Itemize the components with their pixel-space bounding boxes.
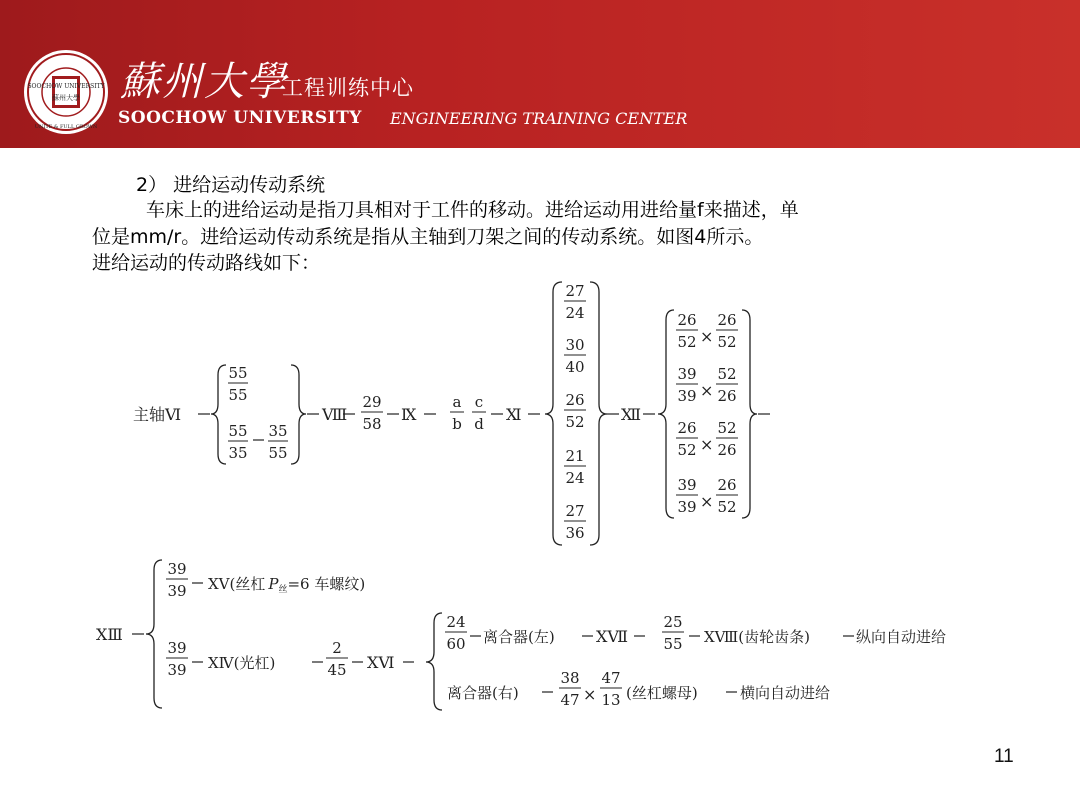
f2-b1-num: 39 bbox=[167, 560, 187, 578]
paragraph-line-2: 位是mm/r。进给运动传动系统是指从主轴到刀架之间的传动系统。如图4所示。 bbox=[92, 226, 764, 248]
f2-b2-ratio2-num: 2 bbox=[332, 639, 342, 657]
f2-rack-pinion: XⅧ(齿轮齿条) bbox=[704, 628, 811, 646]
change-gear-a: a bbox=[452, 393, 462, 411]
f2-s1-num: 24 bbox=[446, 613, 466, 631]
mult-r2-a-den: 39 bbox=[677, 387, 697, 405]
box-ratio-21-24-num: 21 bbox=[565, 447, 585, 465]
f2-b2-num: 39 bbox=[167, 639, 187, 657]
ratio-55-55-num: 55 bbox=[228, 364, 248, 382]
mult-r1-a-den: 52 bbox=[677, 333, 697, 351]
box-ratio-26-52-den: 52 bbox=[565, 413, 585, 431]
svg-text:×: × bbox=[583, 685, 597, 704]
mult-r3-a-den: 52 bbox=[677, 441, 697, 459]
mult-r3-b-num: 52 bbox=[717, 419, 737, 437]
ratio-55-35-num: 55 bbox=[228, 422, 248, 440]
ratio-29-58-den: 58 bbox=[362, 415, 382, 433]
f2-clutch-left: 离合器(左) bbox=[483, 628, 555, 646]
mult-r2-b-num: 52 bbox=[717, 365, 737, 383]
mult-r3-b-den: 26 bbox=[717, 441, 737, 459]
f2-s1-ratio2-den: 55 bbox=[663, 635, 683, 653]
shaft-xiii-label: XⅢ bbox=[96, 625, 123, 644]
university-name-cn: 蘇州大學 bbox=[120, 59, 288, 105]
f2-cross-feed: 横向自动进给 bbox=[740, 684, 831, 702]
mult-r4-a-den: 39 bbox=[677, 498, 697, 516]
change-gear-b: b bbox=[452, 415, 462, 433]
center-name-cn: 工程训练中心 bbox=[282, 76, 414, 100]
f2-branch2-text: XⅣ(光杠) bbox=[208, 654, 276, 672]
section-heading: 2） 进给运动传动系统 bbox=[136, 174, 326, 196]
shaft-xi-label: Ⅺ bbox=[506, 405, 522, 424]
university-name-en: SOOCHOW UNIVERSITY bbox=[118, 108, 362, 128]
f2-s1-ratio2-num: 25 bbox=[663, 613, 683, 631]
box-ratio-30-40-den: 40 bbox=[565, 358, 585, 376]
spindle-vi-label: 主轴Ⅵ bbox=[133, 405, 182, 424]
svg-text:×: × bbox=[700, 492, 714, 511]
ratio-35-55-num: 35 bbox=[268, 422, 288, 440]
f2-clutch-right: 离合器(右) bbox=[447, 684, 519, 702]
mult-r2-a-num: 39 bbox=[677, 365, 697, 383]
mult-r4-b-den: 52 bbox=[717, 498, 737, 516]
f2-b2-den: 39 bbox=[167, 661, 187, 679]
box-ratio-27-24-num: 27 bbox=[565, 282, 585, 300]
seal-ring-text: UNITE & FULL GROWN bbox=[34, 124, 98, 130]
shaft-ix-label: Ⅸ bbox=[401, 405, 417, 424]
mult-r2-b-den: 26 bbox=[717, 387, 737, 405]
ratio-55-35-den: 35 bbox=[228, 444, 248, 462]
f2-s2-r2-num: 47 bbox=[601, 669, 621, 687]
svg-text:×: × bbox=[700, 381, 714, 400]
ratio-55-55-den: 55 bbox=[228, 386, 248, 404]
ratio-29-58-num: 29 bbox=[362, 393, 382, 411]
mult-r1-a-num: 26 bbox=[677, 311, 697, 329]
mult-r1-b-num: 26 bbox=[717, 311, 737, 329]
f2-s2-r1-den: 47 bbox=[560, 691, 580, 709]
change-gear-d: d bbox=[474, 415, 484, 433]
box-ratio-26-52-num: 26 bbox=[565, 391, 585, 409]
box-ratio-21-24-den: 24 bbox=[565, 469, 585, 487]
center-name-en: ENGINEERING TRAINING CENTER bbox=[390, 109, 688, 128]
paragraph-line-3: 进给运动的传动路线如下： bbox=[92, 252, 321, 274]
svg-text:×: × bbox=[700, 327, 714, 346]
svg-text:×: × bbox=[700, 435, 714, 454]
f2-s1-den: 60 bbox=[446, 635, 466, 653]
f2-s2-r1-num: 38 bbox=[560, 669, 580, 687]
box-ratio-30-40-num: 30 bbox=[565, 336, 585, 354]
box-ratio-27-24-den: 24 bbox=[565, 304, 585, 322]
mult-r1-b-den: 52 bbox=[717, 333, 737, 351]
box-ratio-27-36-num: 27 bbox=[565, 502, 585, 520]
box-ratio-27-36-den: 36 bbox=[565, 524, 585, 542]
shaft-xii-label: Ⅻ bbox=[621, 405, 642, 424]
f2-longitudinal-feed: 纵向自动进给 bbox=[856, 628, 947, 646]
f2-branch1-text: XⅤ(丝杠 $P_丝=6$ 车螺纹) bbox=[208, 575, 366, 595]
f2-b2-ratio2-den: 45 bbox=[327, 661, 347, 679]
shaft-xvi-label: XⅥ bbox=[367, 653, 395, 672]
f2-s2-r2-den: 13 bbox=[601, 691, 621, 709]
paragraph-line-1: 车床上的进给运动是指刀具相对于工件的移动。进给运动用进给量f来描述，单 bbox=[146, 199, 799, 221]
page-number: 11 bbox=[994, 746, 1014, 767]
change-gear-c: c bbox=[474, 393, 484, 411]
mult-r3-a-num: 26 bbox=[677, 419, 697, 437]
seal-inner-text: SOOCHOW UNIVERSITY bbox=[27, 83, 105, 90]
shaft-xvii-label: XⅦ bbox=[596, 627, 629, 646]
shaft-viii-label: Ⅷ bbox=[322, 405, 348, 424]
seal-cn-text: 蘇州大學 bbox=[52, 94, 80, 102]
mult-r4-b-num: 26 bbox=[717, 476, 737, 494]
mult-r4-a-num: 39 bbox=[677, 476, 697, 494]
f2-b1-den: 39 bbox=[167, 582, 187, 600]
f2-leadscrew-nut: (丝杠螺母) bbox=[626, 684, 698, 702]
ratio-35-55-den: 55 bbox=[268, 444, 288, 462]
